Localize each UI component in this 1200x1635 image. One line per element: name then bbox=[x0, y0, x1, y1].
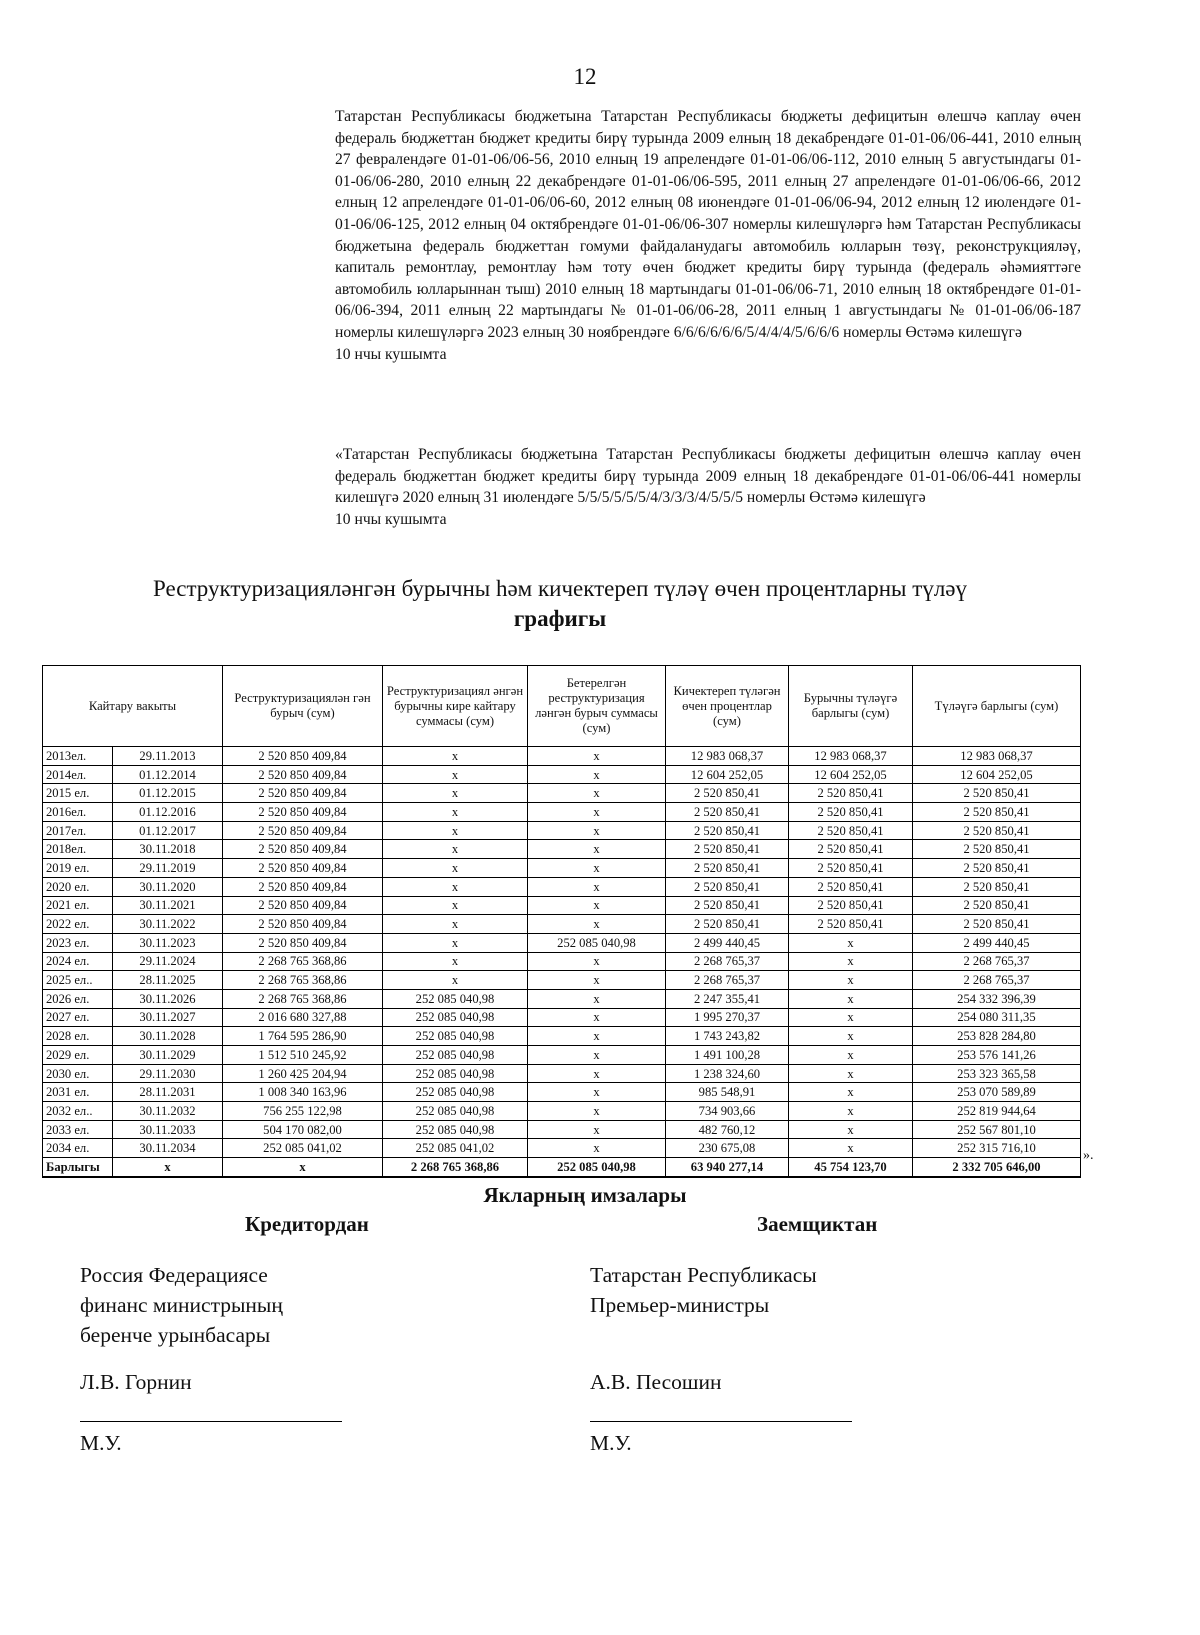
date-cell: 29.11.2013 bbox=[113, 747, 223, 766]
amount-cell: 45 754 123,70 bbox=[789, 1158, 913, 1177]
year-cell: 2013ел. bbox=[43, 747, 113, 766]
date-cell: 29.11.2030 bbox=[113, 1064, 223, 1083]
amount-cell: 2 499 440,45 bbox=[913, 933, 1081, 952]
amount-cell: x bbox=[383, 765, 528, 784]
amount-cell: 252 567 801,10 bbox=[913, 1120, 1081, 1139]
table-row bbox=[43, 1027, 1081, 1046]
amount-cell: 2 520 850,41 bbox=[789, 821, 913, 840]
amount-cell: x bbox=[528, 1064, 666, 1083]
amount-cell: x bbox=[789, 1102, 913, 1121]
amount-cell: x bbox=[383, 803, 528, 822]
amount-cell: x bbox=[528, 1083, 666, 1102]
signatory-name: Л.В. Горнин bbox=[80, 1370, 192, 1394]
signatory-name: А.В. Песошин bbox=[590, 1370, 722, 1394]
amount-cell: 2 520 850,41 bbox=[789, 784, 913, 803]
year-cell: 2033 ел. bbox=[43, 1120, 113, 1139]
amount-cell: x bbox=[789, 1027, 913, 1046]
amount-cell: 985 548,91 bbox=[666, 1083, 789, 1102]
amount-cell: 253 323 365,58 bbox=[913, 1064, 1081, 1083]
seal-label: М.У. bbox=[80, 1431, 122, 1455]
table-row bbox=[43, 877, 1081, 896]
table-row bbox=[43, 1064, 1081, 1083]
amount-cell: 2 520 850,41 bbox=[789, 896, 913, 915]
amount-cell: 2 520 850 409,84 bbox=[223, 803, 383, 822]
position-line: Татарстан Республикасы bbox=[590, 1263, 817, 1287]
amount-cell: 2 520 850,41 bbox=[913, 896, 1081, 915]
year-cell: 2023 ел. bbox=[43, 933, 113, 952]
amount-cell: 252 085 040,98 bbox=[383, 1046, 528, 1065]
year-cell: 2024 ел. bbox=[43, 952, 113, 971]
amount-cell: x bbox=[789, 1083, 913, 1102]
amount-cell: 2 520 850,41 bbox=[789, 915, 913, 934]
amount-cell: x bbox=[789, 1139, 913, 1158]
table-row bbox=[43, 765, 1081, 784]
second-paragraph bbox=[335, 444, 1081, 530]
amount-cell: 2 520 850 409,84 bbox=[223, 877, 383, 896]
amount-cell: x bbox=[383, 952, 528, 971]
amount-cell: x bbox=[383, 821, 528, 840]
signatures-heading: Якларның имзалары bbox=[483, 1183, 687, 1207]
signature-line bbox=[80, 1421, 342, 1422]
table-row bbox=[43, 821, 1081, 840]
amount-cell: 2 520 850 409,84 bbox=[223, 915, 383, 934]
amount-cell: 12 604 252,05 bbox=[913, 765, 1081, 784]
amount-cell: x bbox=[528, 1102, 666, 1121]
amount-cell: x bbox=[528, 989, 666, 1008]
amount-cell: 2 520 850 409,84 bbox=[223, 821, 383, 840]
amount-cell: 2 520 850 409,84 bbox=[223, 933, 383, 952]
amount-cell: 252 085 040,98 bbox=[528, 933, 666, 952]
table-row bbox=[43, 1120, 1081, 1139]
amount-cell: x bbox=[789, 1046, 913, 1065]
table-row bbox=[43, 1102, 1081, 1121]
title-bold: графигы bbox=[513, 606, 607, 631]
schedule-title bbox=[40, 574, 1080, 634]
amount-cell: 2 520 850,41 bbox=[666, 821, 789, 840]
amount-cell: x bbox=[528, 971, 666, 990]
amount-cell: 12 983 068,37 bbox=[913, 747, 1081, 766]
amount-cell: 230 675,08 bbox=[666, 1139, 789, 1158]
date-cell: 30.11.2028 bbox=[113, 1027, 223, 1046]
amount-cell: x bbox=[223, 1158, 383, 1177]
year-cell: Барлыгы bbox=[43, 1158, 113, 1177]
creditor-label: Кредитордан bbox=[245, 1212, 369, 1236]
date-cell: 28.11.2031 bbox=[113, 1083, 223, 1102]
amount-cell: 252 819 944,64 bbox=[913, 1102, 1081, 1121]
year-cell: 2017ел. bbox=[43, 821, 113, 840]
amount-cell: x bbox=[528, 803, 666, 822]
amount-cell: 2 520 850 409,84 bbox=[223, 859, 383, 878]
date-cell: 30.11.2022 bbox=[113, 915, 223, 934]
amount-cell: x bbox=[789, 1008, 913, 1027]
header-cell: Бурычны түләүгә барлыгы (сум) bbox=[789, 666, 913, 747]
year-cell: 2031 ел. bbox=[43, 1083, 113, 1102]
amount-cell: 2 268 765,37 bbox=[666, 952, 789, 971]
amount-cell: 252 085 040,98 bbox=[383, 989, 528, 1008]
year-cell: 2026 ел. bbox=[43, 989, 113, 1008]
amount-cell: 2 520 850,41 bbox=[913, 915, 1081, 934]
amount-cell: 2 520 850,41 bbox=[789, 859, 913, 878]
amount-cell: 1 995 270,37 bbox=[666, 1008, 789, 1027]
table-total-row bbox=[43, 1158, 1081, 1177]
year-cell: 2014ел. bbox=[43, 765, 113, 784]
table-row bbox=[43, 952, 1081, 971]
amount-cell: x bbox=[383, 896, 528, 915]
amount-cell: 504 170 082,00 bbox=[223, 1120, 383, 1139]
amount-cell: x bbox=[528, 1139, 666, 1158]
date-cell: 01.12.2014 bbox=[113, 765, 223, 784]
amount-cell: x bbox=[528, 1120, 666, 1139]
title-line: Реструктуризацияләнгән бурычны һәм кичектереп түләү өчен процентларны түләү bbox=[152, 576, 968, 601]
amount-cell: 2 520 850,41 bbox=[666, 877, 789, 896]
amount-cell: x bbox=[789, 952, 913, 971]
amount-cell: x bbox=[528, 859, 666, 878]
amount-cell: 12 983 068,37 bbox=[666, 747, 789, 766]
date-cell: 30.11.2018 bbox=[113, 840, 223, 859]
date-cell: 29.11.2024 bbox=[113, 952, 223, 971]
table-row bbox=[43, 1008, 1081, 1027]
amount-cell: 2 520 850,41 bbox=[666, 803, 789, 822]
amount-cell: 253 576 141,26 bbox=[913, 1046, 1081, 1065]
amount-cell: 1 764 595 286,90 bbox=[223, 1027, 383, 1046]
table-row bbox=[43, 784, 1081, 803]
amount-cell: 2 016 680 327,88 bbox=[223, 1008, 383, 1027]
appendix-label: 10 нчы кушымта bbox=[335, 510, 447, 528]
appendix-label: 10 нчы кушымта bbox=[335, 345, 447, 363]
page-number: 12 bbox=[573, 64, 597, 89]
amount-cell: 2 268 765,37 bbox=[913, 971, 1081, 990]
amount-cell: 12 604 252,05 bbox=[666, 765, 789, 784]
amount-cell: 1 238 324,60 bbox=[666, 1064, 789, 1083]
amount-cell: 2 268 765 368,86 bbox=[223, 952, 383, 971]
table-row bbox=[43, 1083, 1081, 1102]
table-row bbox=[43, 803, 1081, 822]
amount-cell: 12 983 068,37 bbox=[789, 747, 913, 766]
table-row bbox=[43, 1139, 1081, 1158]
amount-cell: 2 520 850 409,84 bbox=[223, 896, 383, 915]
amount-cell: 482 760,12 bbox=[666, 1120, 789, 1139]
amount-cell: 2 520 850 409,84 bbox=[223, 747, 383, 766]
amount-cell: x bbox=[383, 840, 528, 859]
amount-cell: 1 743 243,82 bbox=[666, 1027, 789, 1046]
position-line: Премьер-министры bbox=[590, 1293, 770, 1317]
date-cell: 01.12.2015 bbox=[113, 784, 223, 803]
amount-cell: 253 070 589,89 bbox=[913, 1083, 1081, 1102]
amount-cell: 2 520 850,41 bbox=[789, 877, 913, 896]
amount-cell: 2 520 850,41 bbox=[666, 784, 789, 803]
amount-cell: x bbox=[383, 784, 528, 803]
amount-cell: 2 520 850,41 bbox=[666, 859, 789, 878]
amount-cell: 252 085 040,98 bbox=[528, 1158, 666, 1177]
table-row bbox=[43, 915, 1081, 934]
date-cell: 30.11.2023 bbox=[113, 933, 223, 952]
table-row bbox=[43, 933, 1081, 952]
amount-cell: x bbox=[383, 747, 528, 766]
position-line: финанс министрының bbox=[80, 1293, 283, 1317]
header-cell: Реструктуризациялән гән бурыч (сум) bbox=[223, 666, 383, 747]
year-cell: 2022 ел. bbox=[43, 915, 113, 934]
amount-cell: 2 268 765,37 bbox=[666, 971, 789, 990]
amount-cell: 2 520 850,41 bbox=[913, 784, 1081, 803]
header-cell: Кайтару вакыты bbox=[43, 666, 223, 747]
table-row bbox=[43, 896, 1081, 915]
position-line: беренче урынбасары bbox=[80, 1323, 271, 1347]
date-cell: 29.11.2019 bbox=[113, 859, 223, 878]
amount-cell: 2 247 355,41 bbox=[666, 989, 789, 1008]
header-cell: Бетерелгән реструктуризация ләнгән бурыч суммасы (сум) bbox=[528, 666, 666, 747]
amount-cell: 253 828 284,80 bbox=[913, 1027, 1081, 1046]
year-cell: 2032 ел.. bbox=[43, 1102, 113, 1121]
amount-cell: 2 520 850 409,84 bbox=[223, 840, 383, 859]
amount-cell: 2 520 850,41 bbox=[913, 803, 1081, 822]
amount-cell: x bbox=[383, 859, 528, 878]
year-cell: 2027 ел. bbox=[43, 1008, 113, 1027]
closing-quote: ». bbox=[1083, 1148, 1094, 1163]
date-cell: 30.11.2026 bbox=[113, 989, 223, 1008]
amount-cell: 2 332 705 646,00 bbox=[913, 1158, 1081, 1177]
amount-cell: 2 520 850 409,84 bbox=[223, 784, 383, 803]
amount-cell: x bbox=[528, 1046, 666, 1065]
amount-cell: 2 268 765 368,86 bbox=[383, 1158, 528, 1177]
amount-cell: 2 520 850,41 bbox=[789, 840, 913, 859]
amount-cell: 2 268 765,37 bbox=[913, 952, 1081, 971]
table-row bbox=[43, 989, 1081, 1008]
amount-cell: x bbox=[528, 915, 666, 934]
amount-cell: x bbox=[383, 933, 528, 952]
amount-cell: 1 491 100,28 bbox=[666, 1046, 789, 1065]
amount-cell: 12 604 252,05 bbox=[789, 765, 913, 784]
amount-cell: 252 315 716,10 bbox=[913, 1139, 1081, 1158]
borrower-label: Заемщиктан bbox=[757, 1212, 878, 1236]
amount-cell: 2 520 850,41 bbox=[913, 821, 1081, 840]
amount-cell: 1 008 340 163,96 bbox=[223, 1083, 383, 1102]
year-cell: 2019 ел. bbox=[43, 859, 113, 878]
amount-cell: x bbox=[383, 915, 528, 934]
amount-cell: x bbox=[528, 840, 666, 859]
amount-cell: 2 268 765 368,86 bbox=[223, 971, 383, 990]
amount-cell: x bbox=[528, 1027, 666, 1046]
year-cell: 2020 ел. bbox=[43, 877, 113, 896]
amount-cell: x bbox=[528, 784, 666, 803]
date-cell: 30.11.2032 bbox=[113, 1102, 223, 1121]
position-line: Россия Федерациясе bbox=[80, 1263, 268, 1287]
signature-line bbox=[590, 1421, 852, 1422]
amount-cell: 2 268 765 368,86 bbox=[223, 989, 383, 1008]
intro-paragraph bbox=[335, 106, 1081, 365]
year-cell: 2030 ел. bbox=[43, 1064, 113, 1083]
amount-cell: 63 940 277,14 bbox=[666, 1158, 789, 1177]
amount-cell: x bbox=[528, 896, 666, 915]
amount-cell: x bbox=[528, 747, 666, 766]
amount-cell: 2 520 850,41 bbox=[789, 803, 913, 822]
amount-cell: x bbox=[528, 821, 666, 840]
amount-cell: 254 080 311,35 bbox=[913, 1008, 1081, 1027]
payment-schedule-table bbox=[42, 665, 1081, 1178]
amount-cell: 2 520 850,41 bbox=[913, 840, 1081, 859]
amount-cell: x bbox=[528, 877, 666, 896]
date-cell: 30.11.2034 bbox=[113, 1139, 223, 1158]
date-cell: 30.11.2027 bbox=[113, 1008, 223, 1027]
header-cell: Реструктуризациял әнгән бурычны кире кайтару суммасы (сум) bbox=[383, 666, 528, 747]
amount-cell: 252 085 040,98 bbox=[383, 1008, 528, 1027]
header-cell: Түләүгә барлыгы (сум) bbox=[913, 666, 1081, 747]
table-row bbox=[43, 859, 1081, 878]
year-cell: 2018ел. bbox=[43, 840, 113, 859]
date-cell: 30.11.2020 bbox=[113, 877, 223, 896]
amount-cell: 2 499 440,45 bbox=[666, 933, 789, 952]
year-cell: 2016ел. bbox=[43, 803, 113, 822]
year-cell: 2029 ел. bbox=[43, 1046, 113, 1065]
year-cell: 2021 ел. bbox=[43, 896, 113, 915]
amount-cell: x bbox=[789, 1120, 913, 1139]
table-row bbox=[43, 1046, 1081, 1065]
amount-cell: x bbox=[789, 989, 913, 1008]
amount-cell: x bbox=[789, 971, 913, 990]
date-cell: 30.11.2033 bbox=[113, 1120, 223, 1139]
amount-cell: 2 520 850,41 bbox=[666, 840, 789, 859]
amount-cell: 252 085 041,02 bbox=[223, 1139, 383, 1158]
amount-cell: 1 512 510 245,92 bbox=[223, 1046, 383, 1065]
amount-cell: x bbox=[383, 971, 528, 990]
table-row bbox=[43, 840, 1081, 859]
table-row bbox=[43, 971, 1081, 990]
date-cell: 28.11.2025 bbox=[113, 971, 223, 990]
amount-cell: x bbox=[528, 1008, 666, 1027]
amount-cell: 254 332 396,39 bbox=[913, 989, 1081, 1008]
date-cell: 01.12.2017 bbox=[113, 821, 223, 840]
amount-cell: 2 520 850,41 bbox=[913, 877, 1081, 896]
amount-cell: 1 260 425 204,94 bbox=[223, 1064, 383, 1083]
year-cell: 2015 ел. bbox=[43, 784, 113, 803]
year-cell: 2034 ел. bbox=[43, 1139, 113, 1158]
amount-cell: 2 520 850,41 bbox=[913, 859, 1081, 878]
amount-cell: 252 085 040,98 bbox=[383, 1102, 528, 1121]
amount-cell: 2 520 850,41 bbox=[666, 915, 789, 934]
table-row bbox=[43, 747, 1081, 766]
amount-cell: x bbox=[789, 933, 913, 952]
borrower-signature-block bbox=[590, 1260, 852, 1458]
year-cell: 2025 ел.. bbox=[43, 971, 113, 990]
amount-cell: 252 085 040,98 bbox=[383, 1083, 528, 1102]
amount-cell: 756 255 122,98 bbox=[223, 1102, 383, 1121]
amount-cell: 252 085 040,98 bbox=[383, 1027, 528, 1046]
amount-cell: 734 903,66 bbox=[666, 1102, 789, 1121]
intro-text: Татарстан Республикасы бюджетына Татарстан Республикасы бюджеты дефицитын өлешчә каплау өчен федераль бюджеттан бюджет кредиты бирү турында 2009 елның 18 декабрендәге 01-01-06/06-441, 2010 елның 27 февралендәге 01-01-06/06-56, 2010 елның 19 апрелендәге 01-01-06/06-112, 2010 елның 5 августындагы 01-01-06/06-280, 2010 елның 22 декабрендәге 01-01-06/06-595, 2011 елның 27 апрелендәге 01-01-06/06-66, 2012 елның 12 апрелендәге 01-01-06/06-60, 2012 елның 08 июнендәге 01-01-06/06-94, 2012 елның 12 июлендәге 01-01-06/06-125, 2012 елның 04 октябрендәге 01-01-06/06-307 номерлы килешүләргә һәм Татарстан Республикасы бюджетына федераль бюджеттан гомуми файдаланудагы автомобиль юлларын төзү, реконструкцияләү, капиталь ремонтлау, ремонтлау һәм тоту өчен бюджет кредиты бирү турында (федераль әһәмияттәге автомобиль юлларыннан тыш) 2010 елның 18 мартындагы 01-01-06/06-71, 2010 елның 18 октябрендәге 01-01-06/06-394, 2011 елның 22 мартындагы № 01-01-06/06-28, 2011 елның 1 августындагы № 01-01-06/06-187 номерлы килешүләргә 2023 елның 30 ноябрендәге 6/6/6/6/6/6/5/4/4/4/5/6/6/6 номерлы Өстәмә килешүгә bbox=[335, 108, 1081, 341]
date-cell: x bbox=[113, 1158, 223, 1177]
year-cell: 2028 ел. bbox=[43, 1027, 113, 1046]
amount-cell: 2 520 850 409,84 bbox=[223, 765, 383, 784]
amount-cell: x bbox=[528, 765, 666, 784]
table-header-row bbox=[43, 666, 1081, 747]
amount-cell: x bbox=[528, 952, 666, 971]
second-text: «Татарстан Республикасы бюджетына Татарстан Республикасы бюджеты дефицитын өлешчә каплау өчен федераль бюджеттан бюджет кредиты бирү турында 2009 елның 18 декабрендәге 01-01-06/06-441 номерлы килешүгә 2020 елның 31 июлендәге 5/5/5/5/5/5/4/3/3/3/4/5/5/5 номерлы Өстәмә килешүгә bbox=[335, 446, 1081, 507]
amount-cell: x bbox=[789, 1064, 913, 1083]
date-cell: 30.11.2021 bbox=[113, 896, 223, 915]
amount-cell: 252 085 040,98 bbox=[383, 1064, 528, 1083]
seal-label: М.У. bbox=[590, 1431, 632, 1455]
amount-cell: 2 520 850,41 bbox=[666, 896, 789, 915]
header-cell: Кичектереп түләгән өчен процентлар (сум) bbox=[666, 666, 789, 747]
date-cell: 30.11.2029 bbox=[113, 1046, 223, 1065]
amount-cell: 252 085 040,98 bbox=[383, 1120, 528, 1139]
amount-cell: x bbox=[383, 877, 528, 896]
amount-cell: 252 085 041,02 bbox=[383, 1139, 528, 1158]
date-cell: 01.12.2016 bbox=[113, 803, 223, 822]
creditor-signature-block bbox=[80, 1260, 342, 1458]
